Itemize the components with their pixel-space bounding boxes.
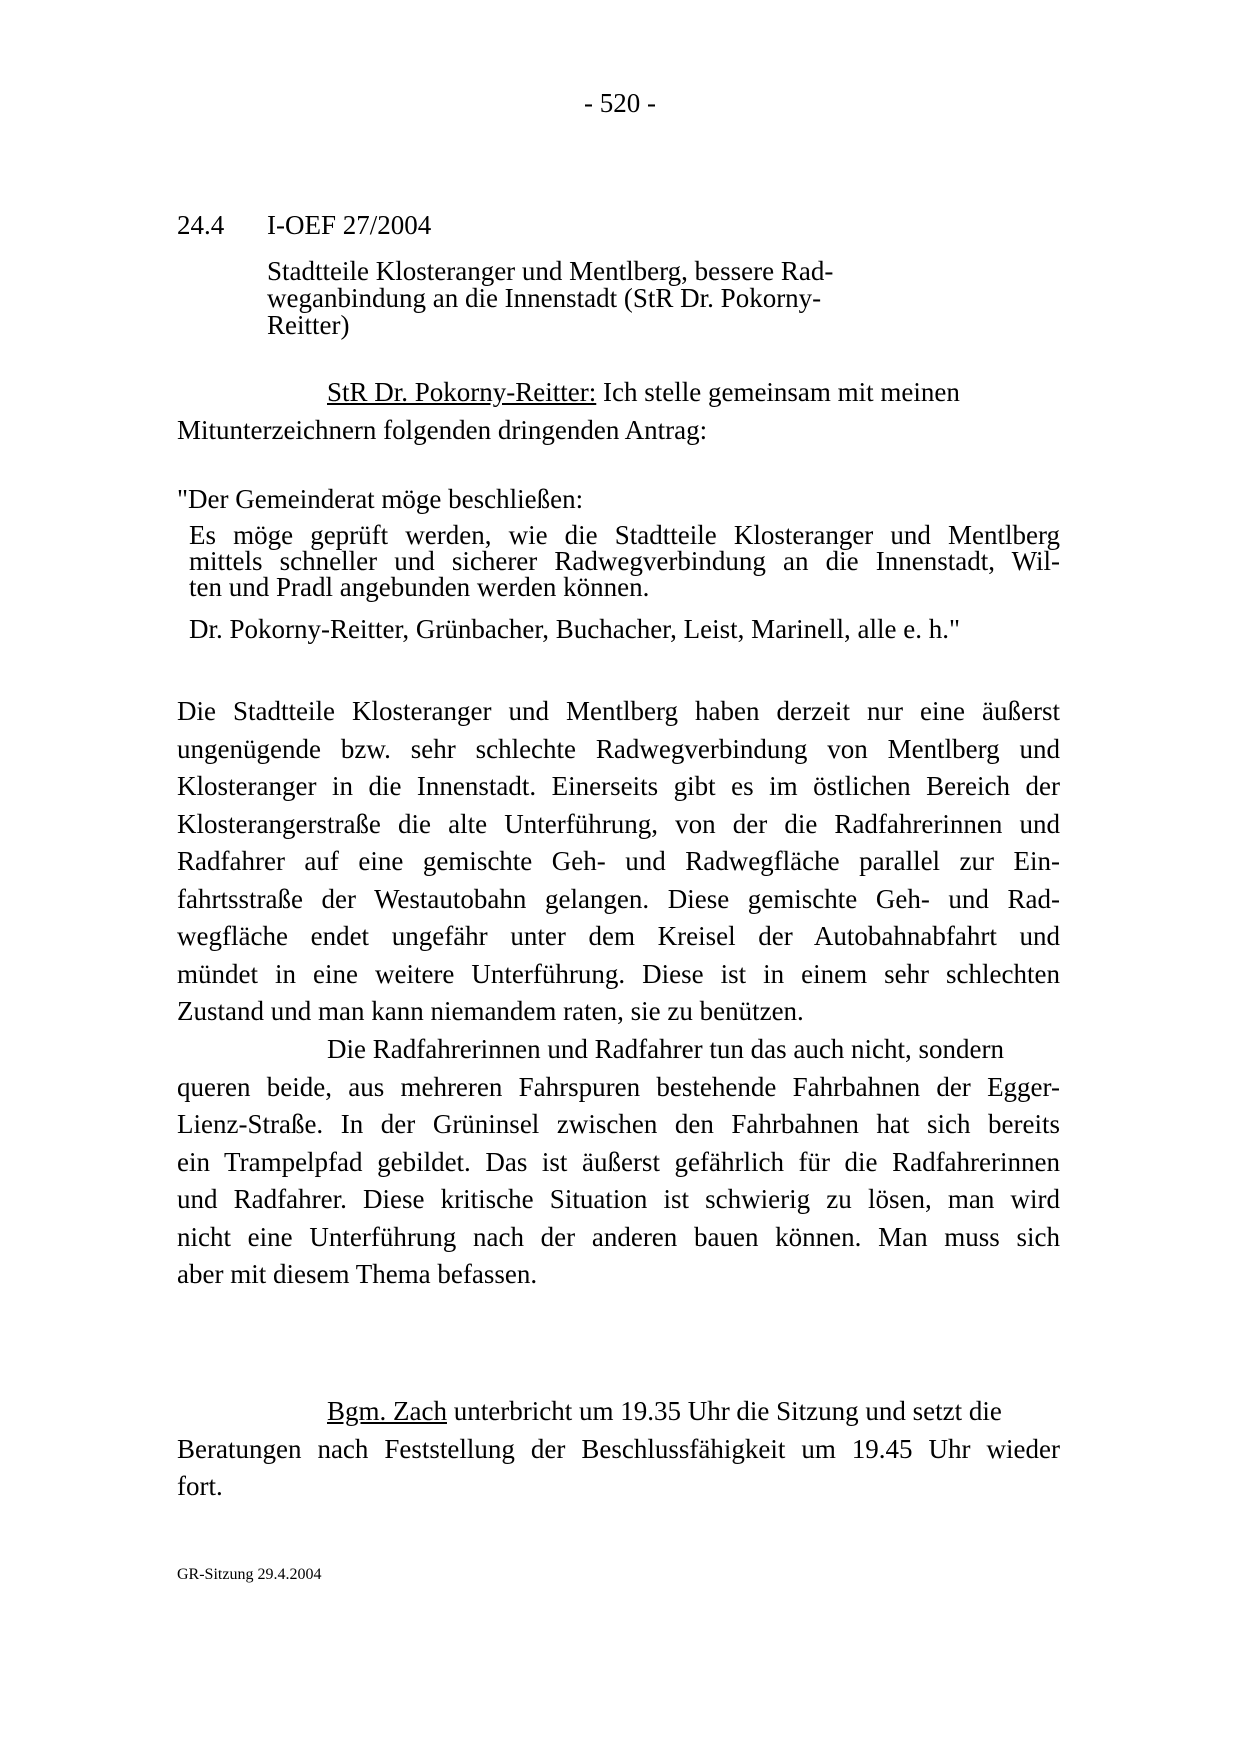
quote-line: ten und Pradl angebunden werden können. bbox=[189, 572, 650, 602]
quote-heading: "Der Gemeinderat möge beschließen: bbox=[177, 484, 584, 514]
paragraph-line: nicht eine Unterführung nach der anderen bauen können. Man muss sich bbox=[177, 1221, 1060, 1252]
paragraph-line: Klosteranger in die Innenstadt. Einerseits gibt es im östlichen Bereich der bbox=[177, 771, 1060, 801]
agenda-item-title-line: weganbindung an die Innenstadt (StR Dr. Pokorny- bbox=[267, 283, 822, 313]
paragraph-line: aber mit diesem Thema befassen. bbox=[177, 1259, 538, 1289]
agenda-item-title-line: Reitter) bbox=[267, 310, 350, 340]
paragraph-line: Lienz-Straße. In der Grüninsel zwischen den Fahrbahnen hat sich bereits bbox=[177, 1109, 1060, 1139]
paragraph-line: wegfläche endet ungefähr unter dem Kreisel der Autobahnabfahrt und bbox=[177, 921, 1060, 951]
paragraph-line: ungenügende bzw. sehr schlechte Radwegverbindung von Mentlberg und bbox=[177, 733, 1060, 764]
paragraph-line: Radfahrer auf eine gemischte Geh- und Radwegfläche parallel zur Ein- bbox=[177, 846, 1060, 876]
motion-intro-line: Mitunterzeichnern folgenden dringenden Antrag: bbox=[177, 414, 708, 445]
paragraph-1 bbox=[177, 693, 1060, 1031]
quote-body bbox=[189, 522, 1060, 600]
paragraph-line: queren beide, aus mehreren Fahrspuren bestehende Fahrbahnen der Egger- bbox=[177, 1071, 1060, 1102]
paragraph-line: ein Trampelpfad gebildet. Das ist äußerst gefährlich für die Radfahrerinnen bbox=[177, 1146, 1060, 1177]
paragraph-2 bbox=[177, 1031, 1060, 1294]
quote-line: Es möge geprüft werden, wie die Stadtteile Klosteranger und Mentlberg bbox=[189, 520, 1060, 550]
motion-intro-line bbox=[177, 374, 1060, 412]
motion-speaker: StR Dr. Pokorny-Reitter: bbox=[327, 377, 597, 407]
motion-text: Ich stelle gemeinsam mit meinen bbox=[596, 377, 960, 407]
paragraph-line: und Radfahrer. Diese kritische Situation ist schwierig zu lösen, man wird bbox=[177, 1184, 1060, 1214]
agenda-item-title bbox=[267, 258, 907, 339]
agenda-item-title-line: Stadtteile Klosteranger und Mentlberg, bessere Rad- bbox=[267, 256, 834, 286]
recess-note bbox=[177, 1393, 1060, 1506]
paragraph-line: mündet in eine weitere Unterführung. Diese ist in einem sehr schlechten bbox=[177, 958, 1060, 989]
paragraph-line: fahrtsstraße der Westautobahn gelangen. Diese gemischte Geh- und Rad- bbox=[177, 883, 1060, 914]
quote-signatories: Dr. Pokorny-Reitter, Grünbacher, Buchacher, Leist, Marinell, alle e. h." bbox=[189, 614, 961, 644]
recess-line bbox=[177, 1393, 1060, 1431]
page-footer: GR-Sitzung 29.4.2004 bbox=[177, 1566, 322, 1583]
paragraph-line: Die Radfahrerinnen und Radfahrer tun das auch nicht, sondern bbox=[327, 1034, 1005, 1064]
paragraph-line: Klosterangerstraße die alte Unterführung, von der die Radfahrerinnen und bbox=[177, 808, 1060, 839]
recess-line: Beratungen nach Feststellung der Beschlussfähigkeit um 19.45 Uhr wieder bbox=[177, 1433, 1060, 1464]
paragraph-line: Zustand und man kann niemandem raten, sie zu benützen. bbox=[177, 996, 804, 1026]
motion-intro bbox=[177, 374, 1060, 449]
recess-line: fort. bbox=[177, 1471, 223, 1501]
agenda-item-reference: I-OEF 27/2004 bbox=[267, 210, 432, 240]
page-number: - 520 - bbox=[584, 88, 656, 118]
recess-speaker: Bgm. Zach bbox=[327, 1396, 447, 1426]
quote-line: mittels schneller und sicherer Radwegverbindung an die Innenstadt, Wil- bbox=[189, 546, 1060, 576]
agenda-item-number: 24.4 bbox=[177, 210, 225, 240]
paragraph-line: Die Stadtteile Klosteranger und Mentlberg haben derzeit nur eine äußerst bbox=[177, 696, 1060, 726]
recess-text: unterbricht um 19.35 Uhr die Sitzung und setzt die bbox=[446, 1396, 1002, 1426]
